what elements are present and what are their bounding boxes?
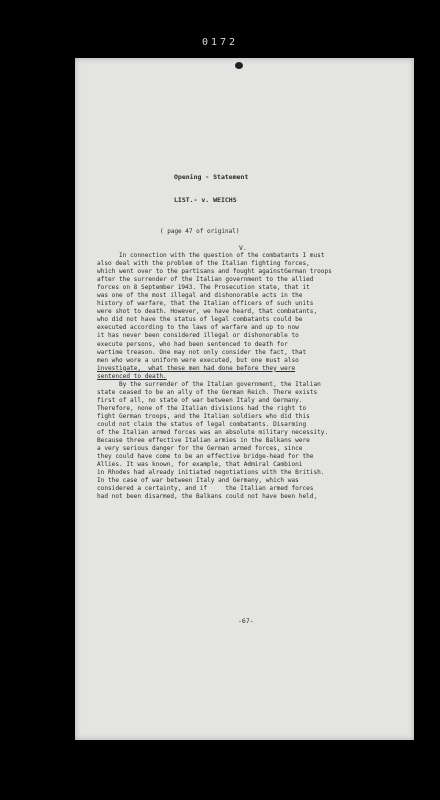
body-line: was one of the most illegal and dishonorable acts in the: [97, 292, 303, 300]
punch-hole: [235, 62, 243, 69]
body-line: executed according to the laws of warfare and up to now: [97, 324, 299, 332]
document-header: [174, 161, 248, 213]
body-line: history of warfare, that the Italian officers of such units: [97, 300, 314, 308]
header-line-1: Opening - Statement: [174, 173, 249, 181]
body-line: of the Italian armed forces was an absolute military necessity.: [97, 429, 329, 437]
body-line: had not been disarmed, the Balkans could not have been held,: [97, 493, 318, 501]
body-line: also deal with the problem of the Italian fighting forces,: [97, 260, 310, 268]
body-line: execute persons, who had been sentenced to death for: [97, 340, 288, 348]
body-line: who did not have the status of legal combatants could be: [97, 316, 303, 324]
footer-page-number: -67-: [238, 617, 254, 625]
body-line: could not claim the status of legal combatants. Disarming: [97, 420, 307, 428]
body-line: a very serious danger for the German armed forces, since: [97, 445, 303, 453]
body-line: By the surrender of the Italian government, the Italian: [97, 380, 321, 388]
body-line: first of all, no state of war between Italy and Germany.: [97, 396, 303, 404]
body-line: fight German troops, and the Italian soldiers who did this: [97, 412, 310, 420]
body-line: considered a certainty, and if the Italian armed forces: [97, 485, 314, 493]
body-line: In connection with the question of the combatants I must: [97, 252, 325, 259]
body-line: men who wore a uniform were executed, but one must also: [97, 356, 299, 364]
body-line: were shot to death. However, we have heard, that combatants,: [97, 308, 318, 316]
body-line: investigate, what these men had done before they were: [97, 364, 296, 372]
body-line: it has never been considered illegal or dishonorable to: [97, 332, 299, 340]
body-line: they could have come to be an effective bridge-head for the: [97, 453, 314, 461]
section-number: V.: [239, 244, 247, 252]
body-line: Allies. It was known, for example, that Admiral Cambioni: [97, 461, 303, 469]
body-line: sentenced to death.: [97, 372, 167, 380]
body-line: In the case of war between Italy and Germany, which was: [97, 477, 299, 485]
body-line: in Rhodes had already initiated negotiations with the British.: [97, 469, 325, 477]
body-line: wartime treason. One may not only consider the fact, that: [97, 348, 307, 356]
body-line: which went over to the partisans and fought againstGerman troops: [97, 268, 332, 276]
body-text: [97, 253, 332, 502]
body-line: forces on 8 September 1943. The Prosecution state, that it: [97, 284, 310, 292]
microfilm-frame-number: 0172: [201, 37, 239, 48]
body-line: Therefore, none of the Italian divisions had the right to: [97, 404, 307, 412]
body-line: after the surrender of the Italian government to the allied: [97, 276, 314, 284]
header-line-2: LIST.- v. WEICHS: [174, 195, 237, 204]
original-page-note: ( page 47 of original): [160, 228, 240, 235]
body-line: Because three effective Italian armies in the Balkans were: [97, 437, 310, 445]
body-line: state ceased to be an ally of the German Reich. There exists: [97, 388, 318, 396]
